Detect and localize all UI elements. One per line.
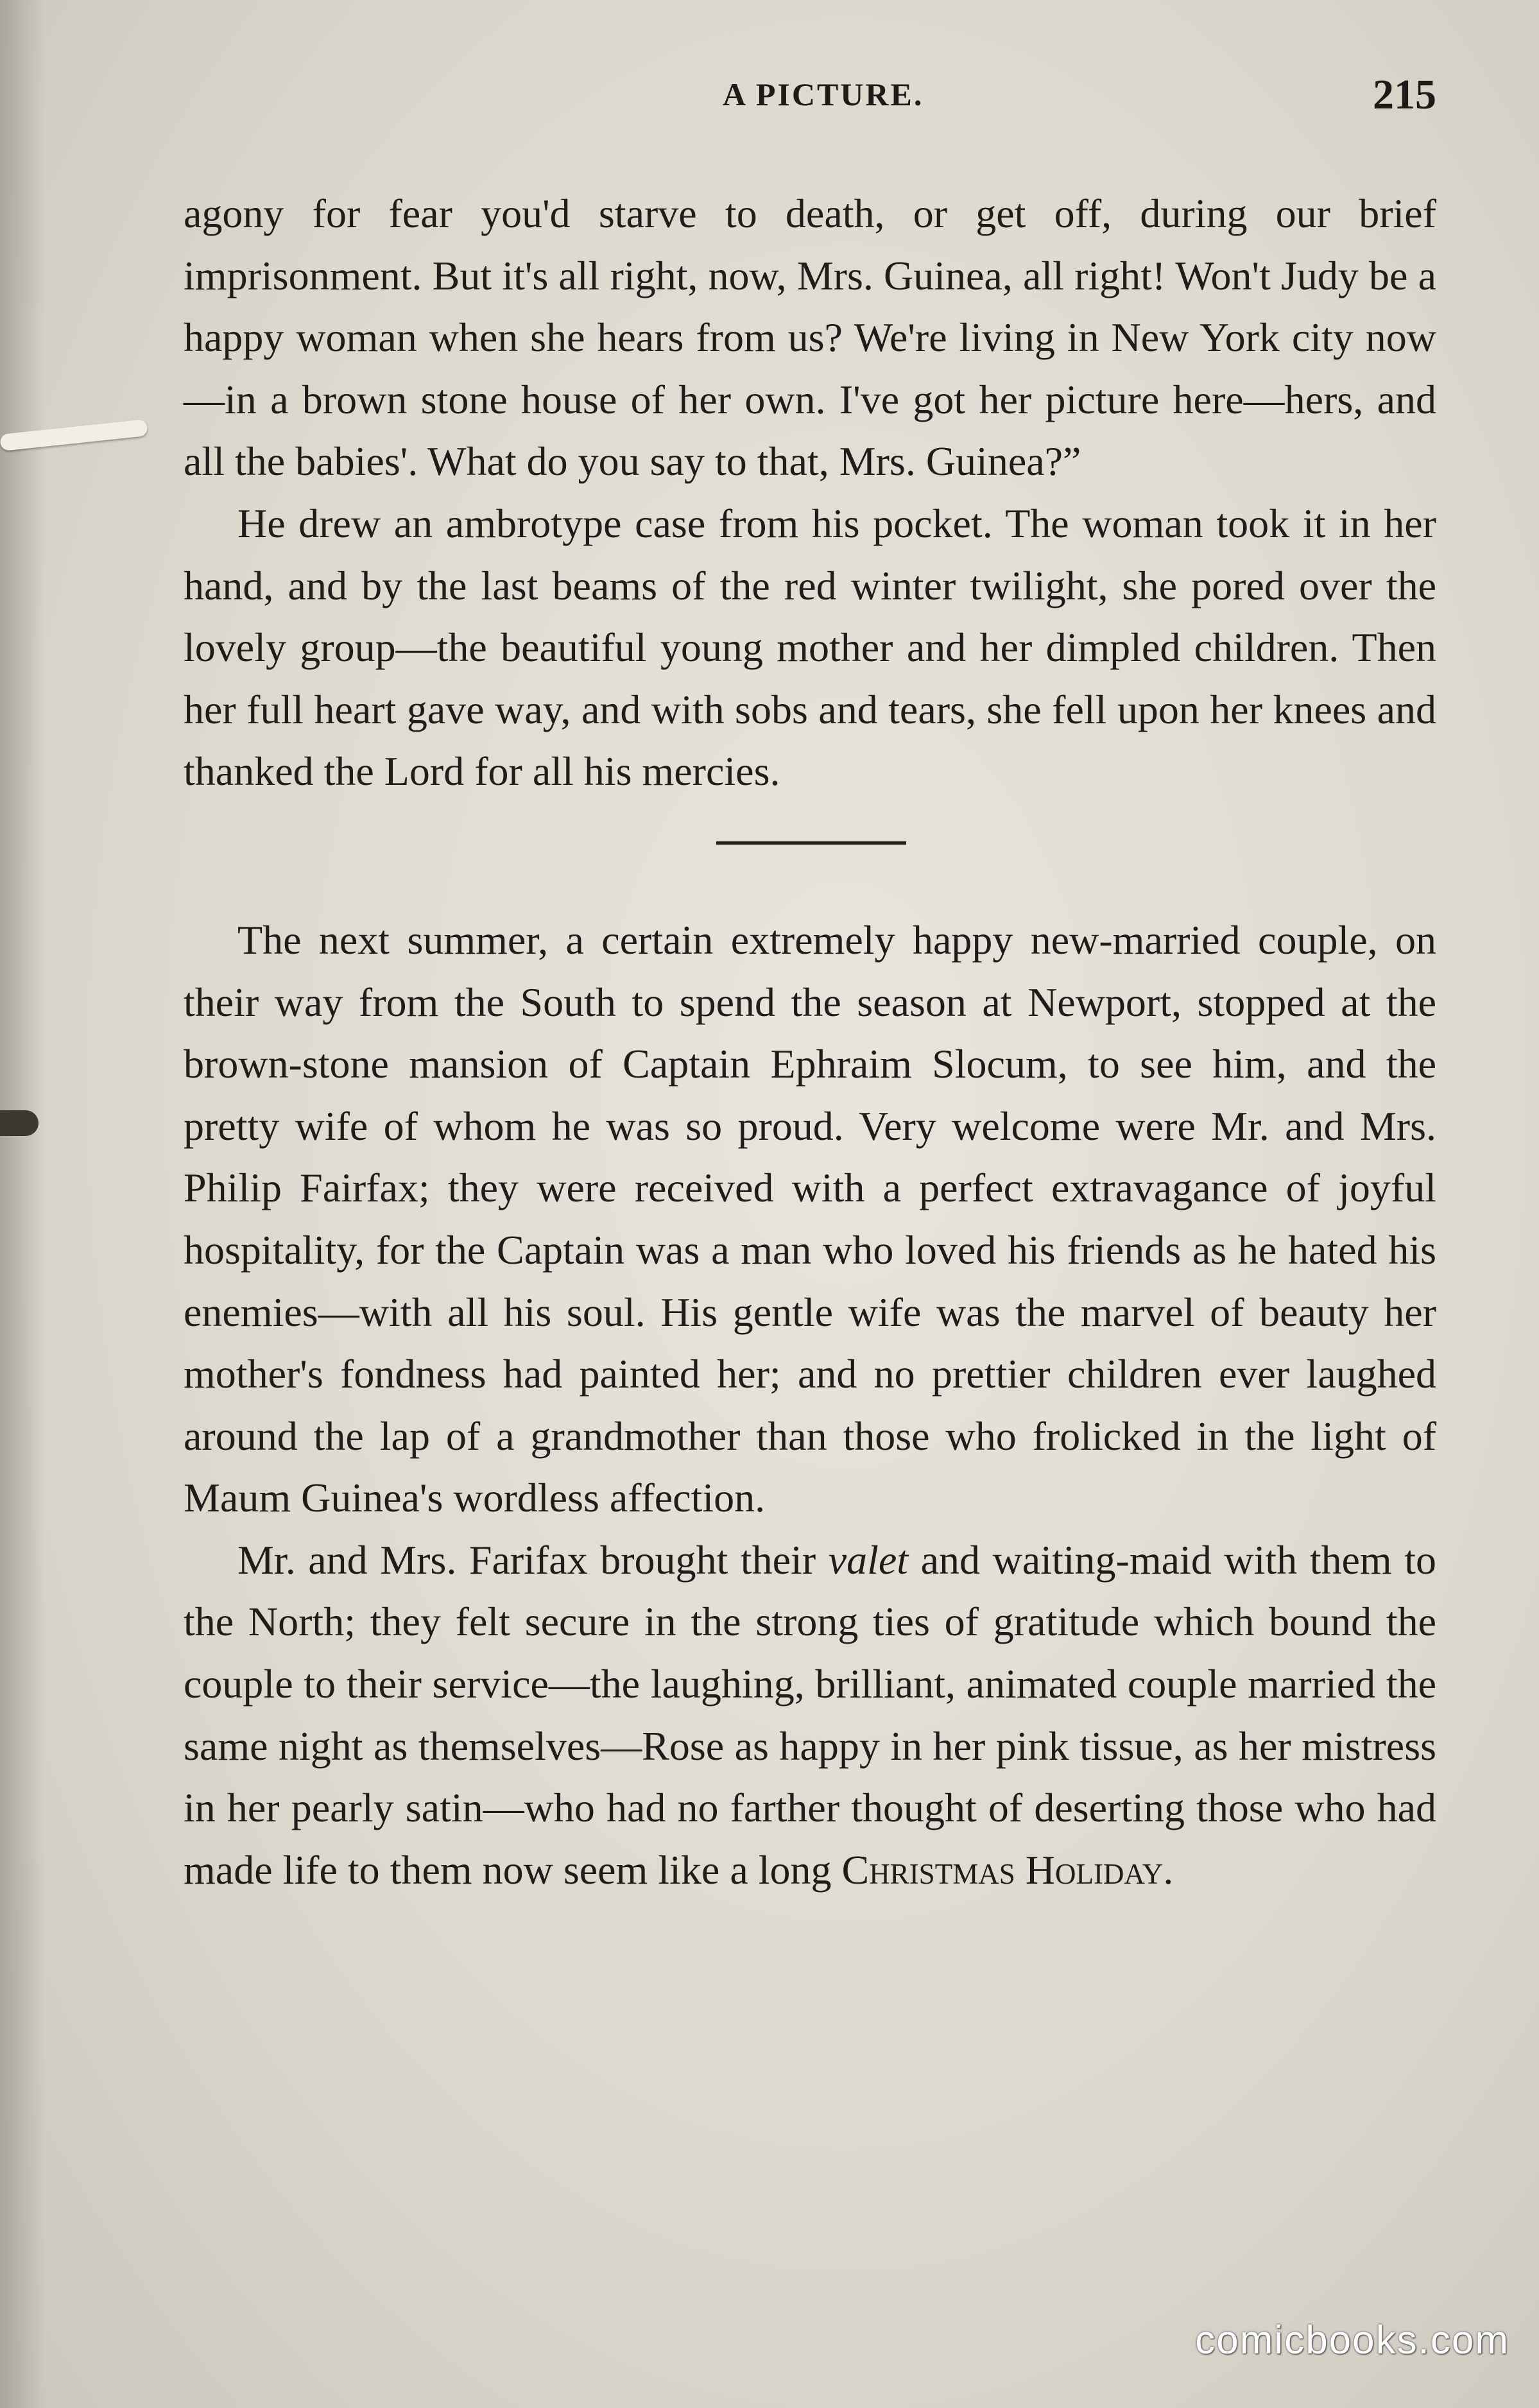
- christmas-word: Christmas: [841, 1846, 1015, 1893]
- valet-word: valet: [828, 1536, 909, 1583]
- paragraph-1: agony for fear you'd starve to death, or get off, during our brief imprisonment. But it's all right, now, Mrs. Guinea, all right! Won't Judy be a happy woman when she hears from us? We're living in New York city now—in a brown stone house of her own. I've got her picture here—hers, and all the babies'. What do you say to that, Mrs. Guinea?”: [184, 191, 1436, 485]
- word-space: [1015, 1847, 1026, 1893]
- paragraph-2: He drew an ambrotype case from his pocket. The woman took it in her hand, and by the last beams of the red winter twilight, she pored over the lovely group—the beautiful young mother and her dimpled children. Then her full heart gave way, and with sobs and tears, she fell upon her knees and thanked the Lord for all his mercies.: [184, 500, 1436, 795]
- section-rule: [716, 841, 906, 845]
- final-period: .: [1163, 1846, 1174, 1893]
- paragraph-4: [184, 1529, 1436, 1902]
- page-header: [184, 71, 1436, 128]
- paragraph-4-part-1: Mr. and Mrs. Farifax brought their: [237, 1536, 829, 1583]
- section-break: [184, 803, 1436, 909]
- body-text: [184, 183, 1436, 1901]
- page-number: 215: [1373, 71, 1436, 118]
- paragraph-4-part-2: and waiting-maid with them to the North; they felt secure in the strong ties of gratitude which bound the couple to their service—the laughing, brilliant, animated couple married the same night as themselves—Rose as happy in her pink tissue, as her mistress in her pearly satin—who had no farther thought of deserting those who had made life to them now seem like a long: [184, 1536, 1437, 1893]
- running-title: A PICTURE.: [723, 76, 924, 112]
- binding-notch: [0, 1110, 39, 1136]
- paragraph-3: The next summer, a certain extremely happy new-married couple, on their way from the South to spend the season at Newport, stopped at the brown-stone mansion of Captain Ephraim Slocum, to see him, and the pretty wife of whom he was so proud. Very welcome were Mr. and Mrs. Philip Fairfax; they were received with a perfect extravagance of joyful hospitality, for the Captain was a man who loved his friends as he hated his enemies—with all his soul. His gentle wife was the marvel of beauty her mother's fondness had painted her; and no prettier children ever laughed around the lap of a grandmother than those who frolicked in the light of Maum Guinea's wordless affection.: [184, 916, 1436, 1521]
- page-binding-shadow: [0, 0, 45, 2408]
- watermark: comicbooks.com: [1195, 2318, 1509, 2362]
- holiday-word: Holiday: [1025, 1846, 1164, 1893]
